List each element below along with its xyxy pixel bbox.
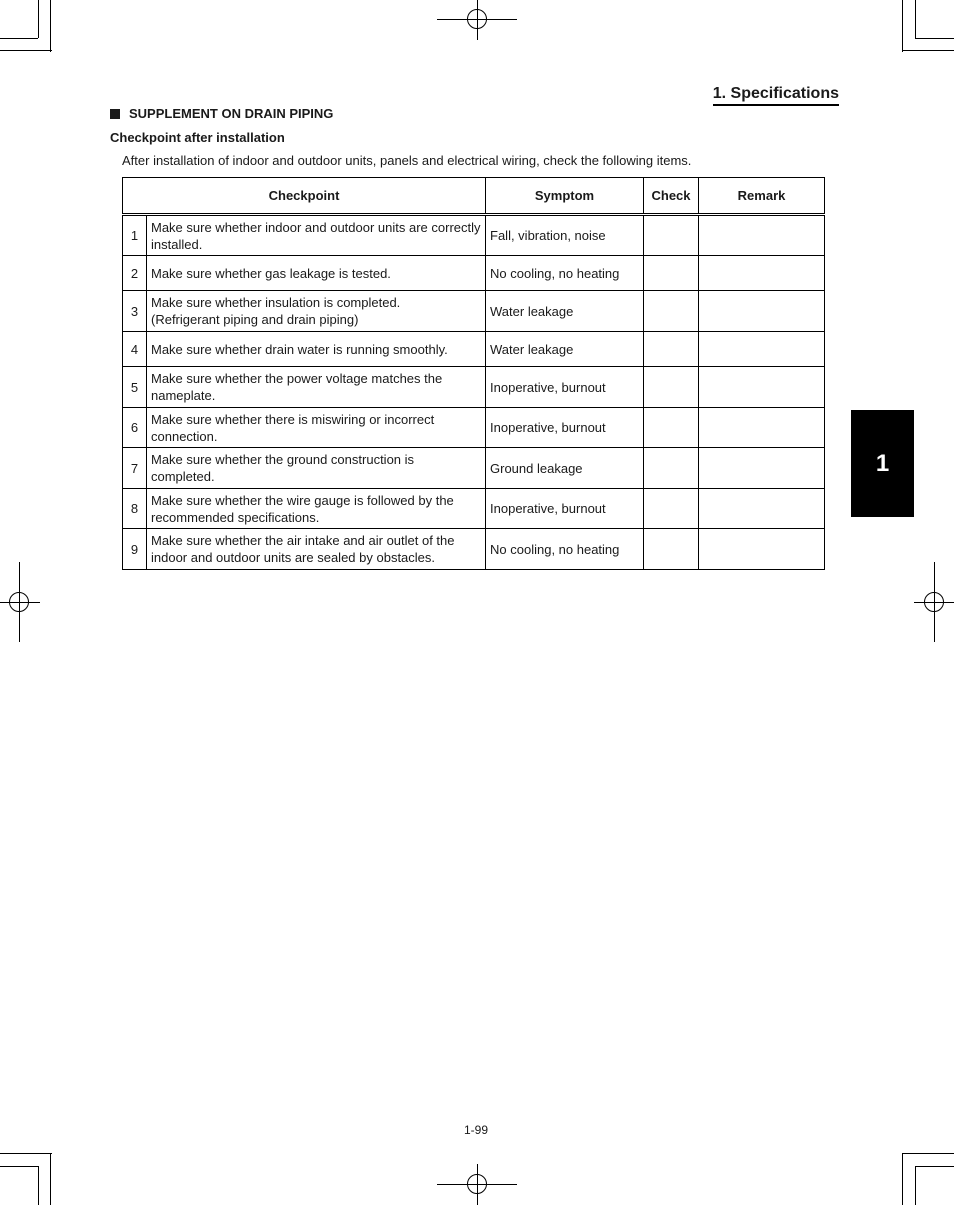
row-number: 7 — [123, 448, 147, 489]
row-number: 1 — [123, 215, 147, 256]
row-symptom: No cooling, no heating — [486, 529, 644, 570]
row-remark-cell — [699, 256, 825, 291]
row-check-cell — [644, 367, 699, 408]
row-number: 2 — [123, 256, 147, 291]
crop-mark — [0, 38, 38, 39]
row-checkpoint: Make sure whether drain water is running smoothly. — [147, 332, 486, 367]
row-number: 3 — [123, 291, 147, 332]
row-symptom: Fall, vibration, noise — [486, 215, 644, 256]
subheading: Checkpoint after installation — [110, 130, 285, 145]
crop-mark — [38, 1166, 39, 1205]
intro-text: After installation of indoor and outdoor units, panels and electrical wiring, check the following items. — [122, 153, 692, 168]
row-checkpoint: Make sure whether gas leakage is tested. — [147, 256, 486, 291]
checkpoint-table — [122, 177, 825, 570]
crop-mark — [915, 38, 954, 39]
crop-mark — [915, 1166, 916, 1205]
row-symptom: Inoperative, burnout — [486, 489, 644, 529]
row-check-cell — [644, 332, 699, 367]
row-remark-cell — [699, 489, 825, 529]
header-checkpoint: Checkpoint — [123, 178, 486, 215]
header-symptom: Symptom — [486, 178, 644, 215]
header-remark: Remark — [699, 178, 825, 215]
row-number: 4 — [123, 332, 147, 367]
square-bullet-icon — [110, 109, 120, 119]
table-row — [123, 291, 825, 332]
row-number: 8 — [123, 489, 147, 529]
crop-mark — [0, 50, 52, 51]
row-checkpoint: Make sure whether the ground construction is completed. — [147, 448, 486, 489]
crop-mark — [902, 0, 903, 52]
row-checkpoint: Make sure whether the air intake and air outlet of the indoor and outdoor units are sealed by obstacles. — [147, 529, 486, 570]
row-symptom: Water leakage — [486, 291, 644, 332]
table-row — [123, 332, 825, 367]
row-remark-cell — [699, 367, 825, 408]
table-row — [123, 367, 825, 408]
row-checkpoint: Make sure whether insulation is completed. (Refrigerant piping and drain piping) — [147, 291, 486, 332]
table-row — [123, 408, 825, 448]
row-symptom: Water leakage — [486, 332, 644, 367]
table-row — [123, 489, 825, 529]
table-row — [123, 448, 825, 489]
row-check-cell — [644, 215, 699, 256]
page-number: 1-99 — [464, 1123, 489, 1137]
header-check: Check — [644, 178, 699, 215]
row-checkpoint: Make sure whether the wire gauge is followed by the recommended specifications. — [147, 489, 486, 529]
row-number: 5 — [123, 367, 147, 408]
row-symptom: Inoperative, burnout — [486, 367, 644, 408]
row-check-cell — [644, 291, 699, 332]
section-title: 1. Specifications — [713, 85, 839, 106]
row-remark-cell — [699, 529, 825, 570]
row-remark-cell — [699, 448, 825, 489]
crop-mark — [0, 1166, 38, 1167]
crop-mark — [902, 1153, 903, 1205]
chapter-tab: 1 — [851, 410, 914, 517]
crop-mark — [902, 50, 954, 51]
table-header-row — [123, 178, 825, 215]
table-row — [123, 529, 825, 570]
table-row — [123, 215, 825, 256]
row-number: 6 — [123, 408, 147, 448]
row-remark-cell — [699, 332, 825, 367]
row-check-cell — [644, 256, 699, 291]
heading-text: SUPPLEMENT ON DRAIN PIPING — [129, 106, 334, 121]
section-heading — [110, 106, 333, 121]
row-checkpoint: Make sure whether indoor and outdoor units are correctly installed. — [147, 215, 486, 256]
crop-mark — [0, 1153, 52, 1154]
crop-mark — [38, 0, 39, 38]
crop-mark — [902, 1153, 954, 1154]
row-checkpoint: Make sure whether there is miswiring or incorrect connection. — [147, 408, 486, 448]
row-check-cell — [644, 529, 699, 570]
row-remark-cell — [699, 408, 825, 448]
table-row — [123, 256, 825, 291]
crop-mark — [915, 0, 916, 38]
row-symptom: Ground leakage — [486, 448, 644, 489]
row-symptom: Inoperative, burnout — [486, 408, 644, 448]
row-number: 9 — [123, 529, 147, 570]
row-check-cell — [644, 489, 699, 529]
row-symptom: No cooling, no heating — [486, 256, 644, 291]
row-checkpoint: Make sure whether the power voltage matches the nameplate. — [147, 367, 486, 408]
row-remark-cell — [699, 291, 825, 332]
row-remark-cell — [699, 215, 825, 256]
crop-mark — [50, 1153, 51, 1205]
crop-mark — [915, 1166, 954, 1167]
crop-mark — [50, 0, 51, 52]
row-check-cell — [644, 448, 699, 489]
row-check-cell — [644, 408, 699, 448]
